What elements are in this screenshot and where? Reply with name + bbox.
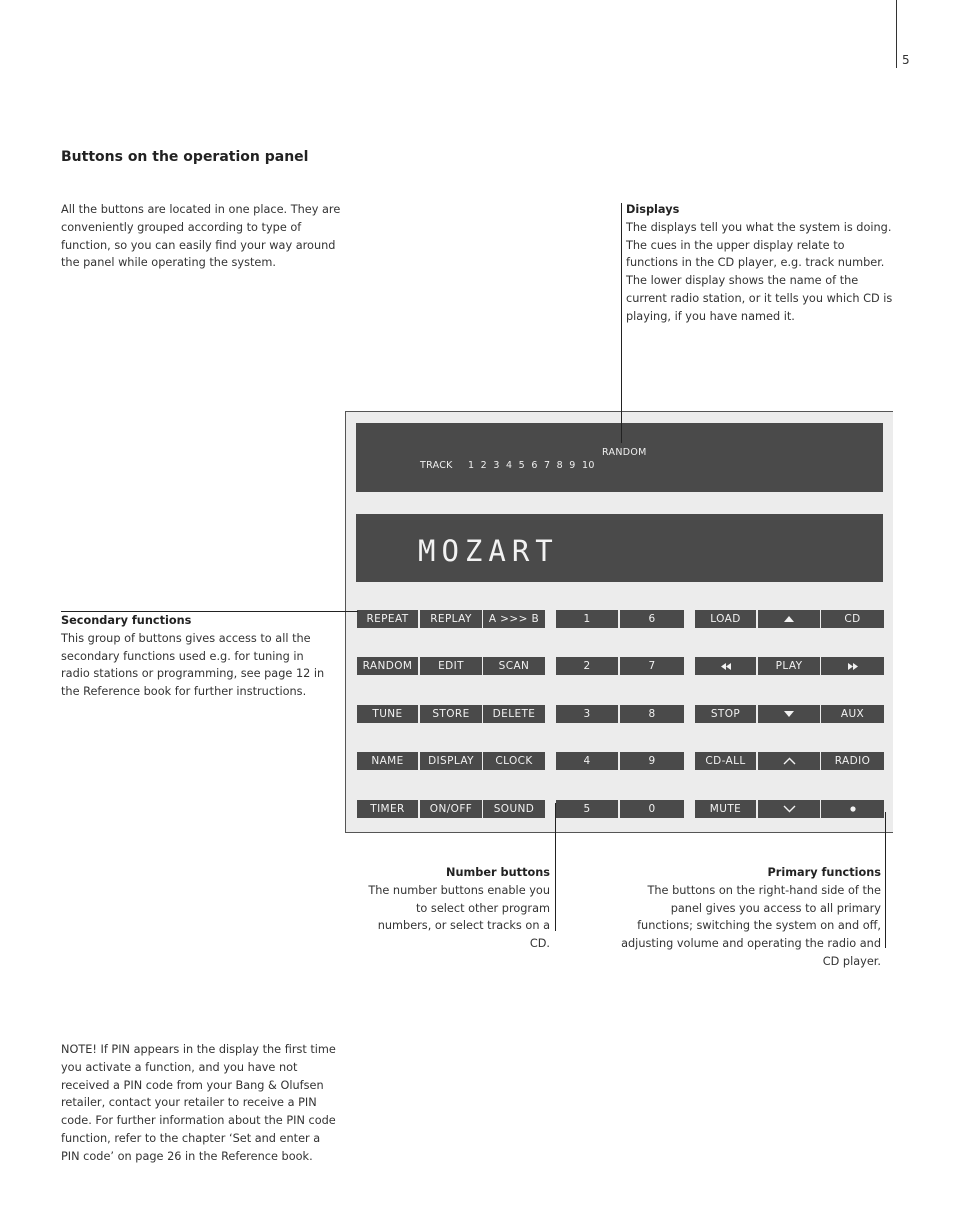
on-off-button[interactable]: ON/OFF: [420, 800, 482, 818]
replay-button[interactable]: REPLAY: [420, 610, 482, 628]
secondary-heading: Secondary functions: [61, 614, 192, 627]
secondary-functions-callout: [61, 612, 336, 701]
stop-button[interactable]: STOP: [695, 705, 756, 723]
number-8-button[interactable]: 8: [620, 705, 684, 723]
number-1-button[interactable]: 1: [556, 610, 618, 628]
number-7-button[interactable]: 7: [620, 657, 684, 675]
displays-heading: Displays: [626, 203, 680, 216]
number-5-button[interactable]: 5: [556, 800, 618, 818]
mute-button[interactable]: MUTE: [695, 800, 756, 818]
random-cue: RANDOM: [602, 447, 647, 458]
triangle-up-icon: [783, 615, 795, 623]
number-3-button[interactable]: 3: [556, 705, 618, 723]
secondary-leader-line: [61, 611, 358, 612]
fast-forward-icon: [847, 662, 859, 671]
page-margin-rule: [896, 0, 897, 68]
rewind-icon: [720, 662, 732, 671]
number-6-button[interactable]: 6: [620, 610, 684, 628]
numbers-heading: Number buttons: [446, 866, 550, 879]
radio-button[interactable]: RADIO: [821, 752, 884, 770]
chevron-up-button[interactable]: [758, 752, 820, 770]
standby-dot-icon: [849, 805, 857, 813]
page-number: 5: [902, 53, 910, 67]
secondary-text: This group of buttons gives access to all the secondary functions used e.g. for tuning in radio stations or programming, see page 12 in the Reference book for further instructions.: [61, 631, 325, 699]
delete-button[interactable]: DELETE: [483, 705, 545, 723]
number-9-button[interactable]: 9: [620, 752, 684, 770]
number-0-button[interactable]: 0: [620, 800, 684, 818]
intro-paragraph: All the buttons are located in one place. They are conveniently grouped according to type of function, so you can easily find your way around the panel while operating the system.: [61, 203, 341, 270]
cd-all-button[interactable]: CD-ALL: [695, 752, 756, 770]
track-cue: TRACK: [420, 460, 453, 471]
sound-button[interactable]: SOUND: [483, 800, 545, 818]
track-number-cues: 1 2 3 4 5 6 7 8 9 10: [468, 460, 595, 471]
lower-display-text: MOZART: [418, 534, 559, 568]
a-to-b-button[interactable]: A >>> B: [483, 610, 545, 628]
triangle-down-button[interactable]: [758, 705, 820, 723]
numbers-leader-line: [555, 803, 556, 931]
aux-button[interactable]: AUX: [821, 705, 884, 723]
tune-button[interactable]: TUNE: [357, 705, 418, 723]
number-4-button[interactable]: 4: [556, 752, 618, 770]
rewind-button[interactable]: [695, 657, 756, 675]
clock-button[interactable]: CLOCK: [483, 752, 545, 770]
numbers-text: The number buttons enable you to select other program numbers, or select tracks on a CD.: [368, 883, 550, 951]
primary-functions-callout: [620, 864, 881, 971]
page-title: Buttons on the operation panel: [61, 149, 309, 165]
triangle-down-icon: [783, 710, 795, 718]
displays-text: The displays tell you what the system is doing. The cues in the upper display relate to functions in the CD player, e.g. track number. The lower display shows the name of the current radio station, or it tells you which CD is playing, if you have named it.: [626, 220, 893, 323]
chevron-down-icon: [783, 805, 796, 813]
timer-button[interactable]: TIMER: [357, 800, 418, 818]
scan-button[interactable]: SCAN: [483, 657, 545, 675]
number-2-button[interactable]: 2: [556, 657, 618, 675]
displays-callout: [626, 201, 896, 326]
edit-button[interactable]: EDIT: [420, 657, 482, 675]
cd-button[interactable]: CD: [821, 610, 884, 628]
pin-note: NOTE! If PIN appears in the display the first time you activate a function, and you have not received a PIN code from your Bang & Olufsen retailer, contact your retailer to receive a PIN code. For further information about the PIN code function, refer to the chapter ‘Set and enter a PIN code’ on page 26 in the Reference book.: [61, 1043, 336, 1163]
primary-text: The buttons on the right-hand side of the panel gives you access to all primary functions; switching the system on and off, adjusting volume and operating the radio and CD player.: [621, 883, 881, 968]
name-button[interactable]: NAME: [357, 752, 418, 770]
play-button[interactable]: PLAY: [758, 657, 820, 675]
random-button[interactable]: RANDOM: [357, 657, 418, 675]
repeat-button[interactable]: REPEAT: [357, 610, 418, 628]
chevron-up-icon: [783, 757, 796, 765]
store-button[interactable]: STORE: [420, 705, 482, 723]
number-buttons-callout: [360, 864, 550, 953]
primary-leader-line: [885, 812, 886, 948]
load-button[interactable]: LOAD: [695, 610, 756, 628]
fast-forward-button[interactable]: [821, 657, 884, 675]
standby-dot-button[interactable]: [821, 800, 884, 818]
chevron-down-button[interactable]: [758, 800, 820, 818]
triangle-up-button[interactable]: [758, 610, 820, 628]
primary-heading: Primary functions: [767, 866, 881, 879]
displays-leader-line: [621, 203, 622, 443]
display-button[interactable]: DISPLAY: [420, 752, 482, 770]
